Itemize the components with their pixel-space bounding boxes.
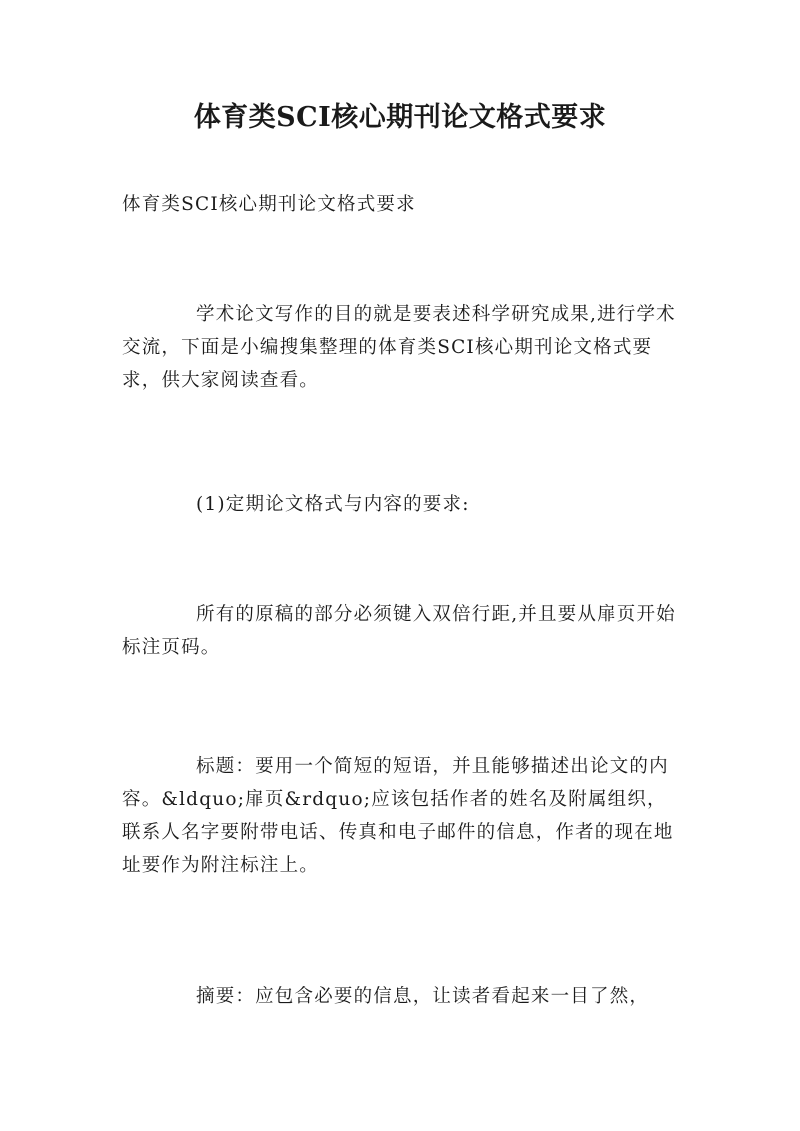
intro-paragraph: 学术论文写作的目的就是要表述科学研究成果,进行学术交流，下面是小编搜集整理的体育类SCI核心期刊论文格式要求，供大家阅读查看。 — [122, 304, 676, 391]
title-rule-paragraph: 标题：要用一个简短的短语，并且能够描述出论文的内容。&ldquo;扉页&rdquo;应该包括作者的姓名及附属组织，联系人名字要附带电话、传真和电子邮件的信息，作者的现在地址要作为附注标注上。 — [122, 756, 674, 876]
document-title: 体育类SCI核心期刊论文格式要求 — [193, 102, 607, 133]
section-heading: (1)定期论文格式与内容的要求: — [196, 494, 470, 515]
subtitle-paragraph: 体育类SCI核心期刊论文格式要求 — [122, 194, 416, 215]
format-paragraph: 所有的原稿的部分必须键入双倍行距,并且要从扉页开始标注页码。 — [122, 604, 676, 658]
abstract-paragraph: 摘要：应包含必要的信息，让读者看起来一目了然， — [196, 986, 650, 1007]
